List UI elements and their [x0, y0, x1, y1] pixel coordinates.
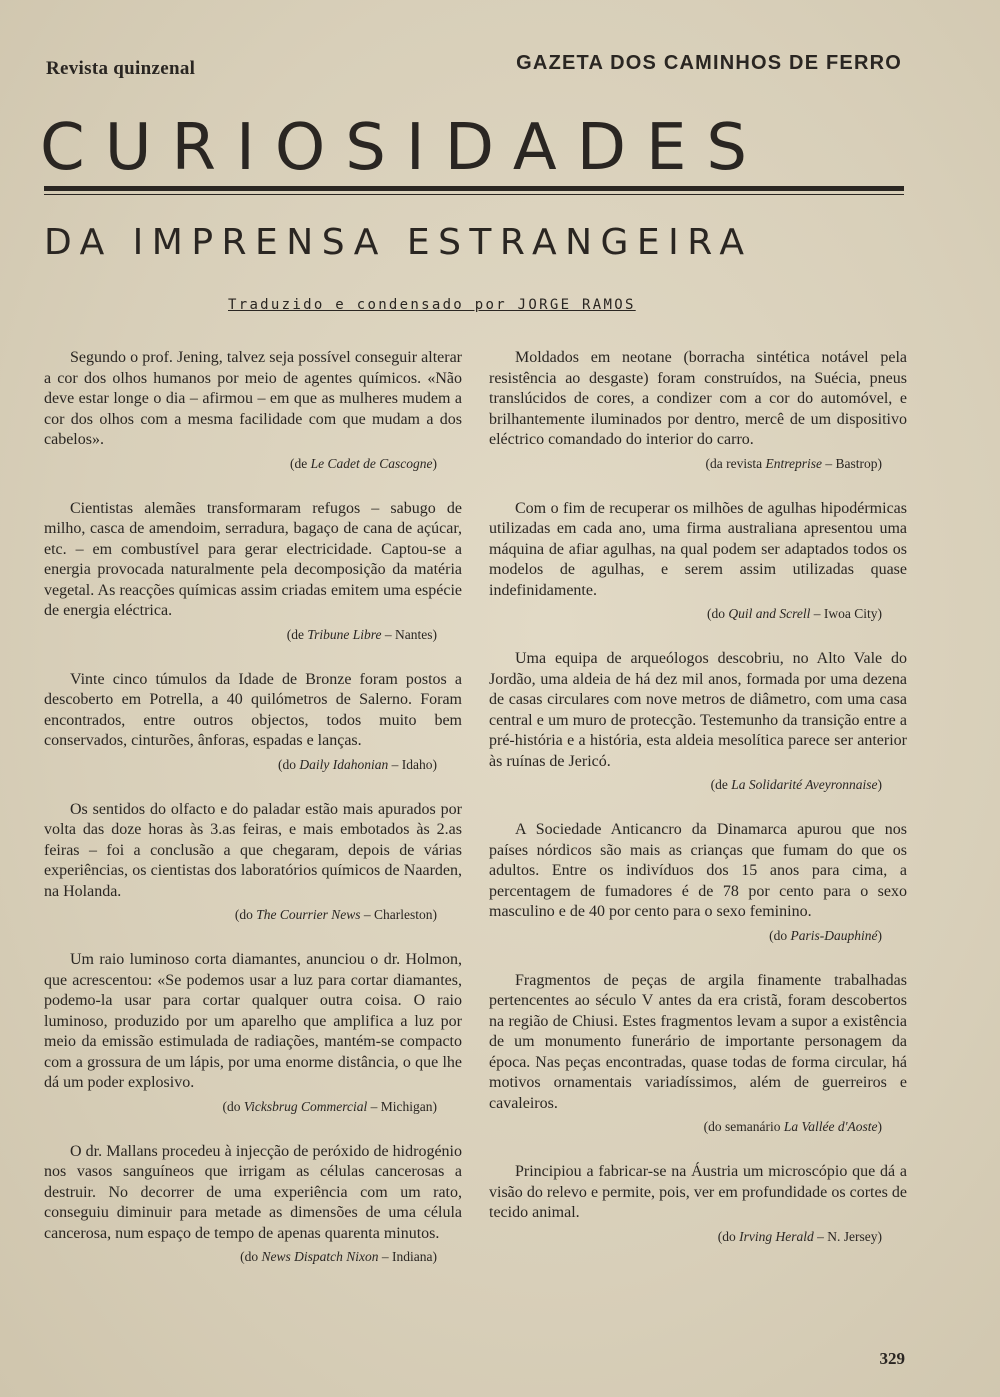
left-column	[44, 348, 462, 1292]
news-item-source	[489, 605, 907, 623]
source-publication: Paris-Dauphiné	[790, 927, 878, 943]
news-item-text: Um raio luminoso corta diamantes, anunciou o dr. Holmon, que acrescentou: «Se podemos usar a luz para cortar diamantes, podemo-la usar para cortar qualquer outra coisa. O raio luminoso, produzido por um aparelho que amplifica a luz por meio da emissão estimulada de radiações, mantém-se compacto com a grossura de um lápis, por uma enorme distância, o que lhe dá um poder explosivo.	[44, 951, 462, 1091]
source-publication: News Dispatch Nixon	[261, 1249, 379, 1264]
news-item	[44, 1142, 462, 1267]
news-item-text: Com o fim de recuperar os milhões de agulhas hipodérmicas utilizadas em cada ano, uma firma australiana apresentou uma máquina de afiar agulhas, na qual podem ser adaptados todos os modelos de agulhas, e serem assim utilizadas quase indefinidamente.	[489, 499, 907, 599]
news-item-source	[44, 906, 462, 924]
source-prefix: (de	[710, 777, 732, 792]
source-suffix: )	[877, 1119, 882, 1134]
news-item	[489, 1162, 907, 1246]
right-column	[489, 348, 907, 1272]
news-item	[489, 971, 907, 1137]
source-publication: Tribune Libre	[307, 626, 382, 642]
source-prefix: (do	[717, 1228, 740, 1244]
source-publication: Quil and Screll	[728, 606, 811, 621]
source-suffix: )	[877, 777, 882, 792]
news-item	[44, 499, 462, 644]
news-item	[489, 649, 907, 794]
source-prefix: (do	[222, 1098, 244, 1114]
source-publication: Daily Idahonian	[299, 756, 389, 772]
source-publication: Le Cadet de Cascogne	[310, 455, 433, 471]
source-prefix: (de	[286, 626, 308, 642]
magazine-subtitle: Revista quinzenal	[46, 58, 196, 79]
source-suffix: – Idaho)	[388, 756, 437, 772]
news-item	[489, 820, 907, 945]
news-item	[44, 950, 462, 1116]
news-item-source	[489, 1228, 907, 1246]
source-suffix: )	[432, 455, 437, 471]
news-item	[489, 348, 907, 473]
news-item-text: Principiou a fabricar-se na Áustria um microscópio que dá a visão do relevo e permite, pois, ver em profundidade os cortes de tecido animal.	[489, 1163, 907, 1221]
source-prefix: (do semanário	[703, 1119, 784, 1134]
news-item-text: Cientistas alemães transformaram refugos – sabugo de milho, casca de amendoim, serradura, bagaço de cana de açúcar, etc. – em combustível para gerar electricidade. Captou-se a energia provocada naturalmente pela decomposição da matéria vegetal. As reacções químicas assim criadas emitem uma espécie de energia eléctrica.	[44, 499, 462, 619]
news-item-source	[44, 626, 462, 644]
news-item-source	[489, 927, 907, 945]
magazine-name: GAZETA DOS CAMINHOS DE FERRO	[516, 52, 902, 74]
news-item	[44, 800, 462, 925]
source-prefix: (do	[707, 606, 729, 621]
source-prefix: (de	[290, 455, 311, 471]
news-item-source	[489, 776, 907, 794]
source-publication: The Courrier News	[256, 907, 361, 922]
news-item-source	[44, 756, 462, 774]
news-item-text: Uma equipa de arqueólogos descobriu, no Alto Vale do Jordão, uma aldeia de há dez mil anos, formada por uma dezena de casas circulares com nove metros de diâmetro, com uma casa central e um muro de protecção. Testemunho da transição entre a pré-história e a história, esta aldeia mesolítica parece ser anterior às ruínas de Jericó.	[489, 650, 907, 770]
news-item-text: Moldados em neotane (borracha sintética notável pela resistência ao desgaste) foram construídos, na Suécia, pneus translúcidos de cores, a condizer com a cor do automóvel, e brilhantemente iluminados por dentro, mercê de um dispositivo eléctrico comandado do interior do carro.	[489, 349, 907, 448]
source-prefix: (da revista	[705, 455, 766, 471]
source-suffix: – Bastrop)	[822, 455, 882, 471]
news-item	[489, 499, 907, 624]
news-item-text: Segundo o prof. Jening, talvez seja possível conseguir alterar a cor dos olhos humanos por meio de agentes químicos. «Não deve estar longe o dia – afirmou – em que as mulheres mudem a cor dos olhos com a mesma facilidade com que mudam a dos cabelos».	[44, 349, 462, 448]
source-suffix: – Charleston)	[360, 907, 437, 922]
source-suffix: – Indiana)	[378, 1249, 437, 1264]
source-prefix: (do	[278, 756, 300, 772]
page-number: 329	[879, 1349, 905, 1368]
news-item-source	[44, 455, 462, 473]
title-rule-thin	[44, 194, 904, 195]
news-item-source	[44, 1248, 462, 1266]
news-item-source	[44, 1098, 462, 1116]
source-prefix: (do	[234, 907, 257, 922]
news-item-source	[489, 1118, 907, 1136]
news-item	[44, 670, 462, 774]
source-publication: Vicksbrug Commercial	[243, 1098, 368, 1114]
source-suffix: )	[877, 927, 882, 943]
page-subtitle: DA IMPRENSA ESTRANGEIRA	[44, 222, 753, 263]
source-suffix: – Michigan)	[367, 1098, 437, 1114]
news-item-text: O dr. Mallans procedeu à injecção de peróxido de hidrogénio nos vasos sanguíneos que irrigam as células cancerosas a destruir. No decorrer de uma experiência com um rato, conseguiu diminuir para metade as dimensões de uma célula cancerosa, num espaço de tempo de apenas quarenta minutos.	[44, 1142, 462, 1242]
title-rule-thick	[44, 186, 904, 191]
source-publication: La Vallée d'Aoste	[783, 1119, 878, 1134]
news-item-text: Vinte cinco túmulos da Idade de Bronze foram postos a descoberto em Potrella, a 40 quilómetros de Salerno. Foram encontrados, entre outros objectos, todos muito bem conservados, cinturões, ânforas, espadas e lanças.	[44, 670, 462, 749]
source-suffix: – Nantes)	[381, 626, 437, 642]
page-title: CURIOSIDADES	[40, 111, 768, 185]
source-prefix: (do	[240, 1249, 262, 1264]
news-item-text: Fragmentos de peças de argila finamente trabalhadas pertencentes ao século V antes da era cristã, foram descobertos na região de Chiusi. Estes fragmentos levam a supor a existência de um monumento funerário de importante personagem da época. Nas peças encontradas, quase todas de forma circular, há motivos ornamentais variadíssimos, além de guerreiros e cavaleiros.	[489, 971, 907, 1112]
news-item-text: Os sentidos do olfacto e do paladar estão mais apurados por volta das doze horas às 3.as feiras, e mais embotados às 2.as feiras – foi a conclusão a que chegaram, depois de várias experiências, os cientistas dos laboratórios químicos de Naarden, na Holanda.	[44, 800, 462, 900]
news-item-source	[489, 455, 907, 473]
source-publication: Irving Herald	[739, 1228, 814, 1244]
news-item-text: A Sociedade Anticancro da Dinamarca apurou que nos países nórdicos são mais as crianças que fumam do que os adultos. Entre os indivíduos dos 15 anos para cima, a percentagem de fumadores é de 78 por cento para o sexo masculino e de 40 por cento para o sexo feminino.	[489, 821, 907, 920]
source-publication: La Solidarité Aveyronnaise	[731, 777, 878, 792]
source-suffix: – N. Jersey)	[813, 1228, 882, 1244]
source-publication: Entreprise	[765, 455, 822, 471]
source-prefix: (do	[769, 927, 791, 943]
source-suffix: – Iwoa City)	[810, 606, 882, 621]
translator-credit: Traduzido e condensado por JORGE RAMOS	[228, 297, 636, 313]
news-item	[44, 348, 462, 473]
